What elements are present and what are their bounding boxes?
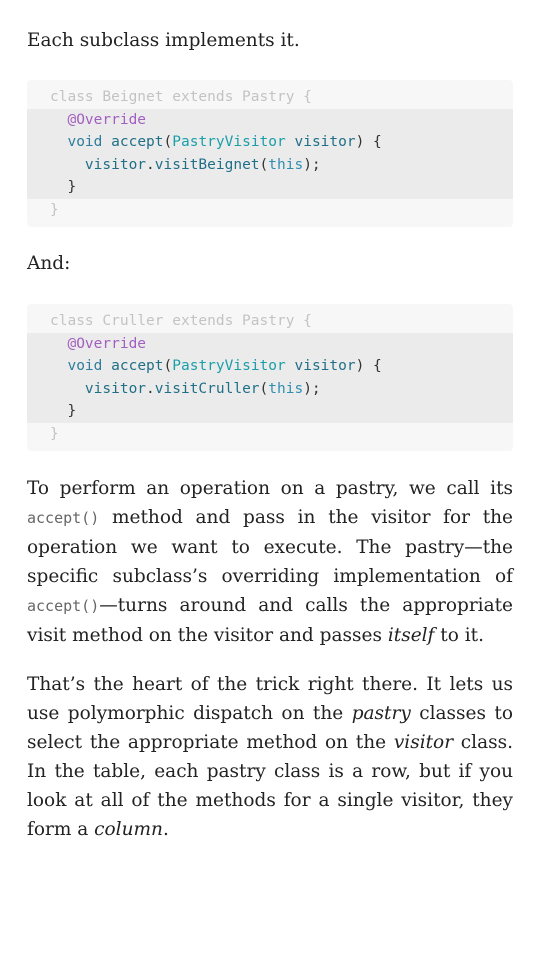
code-line-annotation: @Override bbox=[27, 333, 513, 356]
paragraph-dispatch: That’s the heart of the trick right there. It lets us use polymorphic dispatch on the pastry classes to select the appropriate method on the visitor class. In the table, each pastry class is a row, but if you look at all of the methods for a single visitor, they form a column. bbox=[27, 674, 513, 840]
code-line-signature: void accept(PastryVisitor visitor) { bbox=[27, 131, 513, 154]
code-line-annotation: @Override bbox=[27, 109, 513, 132]
and-text: And: bbox=[27, 253, 71, 274]
intro-text: Each subclass implements it. bbox=[27, 30, 300, 51]
paragraph-accept: To perform an operation on a pastry, we call its accept() method and pass in the visitor for the operation we want to execute. The pastry—the specific subclass’s overriding implementation of accept()—turns around and calls the appropriate visit method on the visitor and passes itself to it. bbox=[27, 478, 513, 646]
code-line-call: visitor.visitCruller(this); bbox=[27, 378, 513, 401]
code-line-class: class Beignet extends Pastry { bbox=[50, 89, 312, 105]
emphasis: itself bbox=[387, 625, 435, 646]
code-block-beignet bbox=[27, 80, 513, 227]
emphasis: column bbox=[94, 819, 163, 840]
code-line-inner-close: } bbox=[27, 176, 513, 199]
code-block-cruller bbox=[27, 304, 513, 451]
emphasis: visitor bbox=[393, 732, 454, 753]
code-line-outer-close: } bbox=[50, 425, 59, 442]
inline-code: accept() bbox=[27, 509, 100, 527]
code-line-signature: void accept(PastryVisitor visitor) { bbox=[27, 355, 513, 378]
emphasis: pastry bbox=[351, 703, 411, 724]
inline-code: accept() bbox=[27, 597, 100, 615]
code-line-class: class Cruller extends Pastry { bbox=[50, 313, 312, 329]
code-line-outer-close: } bbox=[50, 201, 59, 218]
code-line-inner-close: } bbox=[27, 400, 513, 423]
code-line-call: visitor.visitBeignet(this); bbox=[27, 154, 513, 177]
